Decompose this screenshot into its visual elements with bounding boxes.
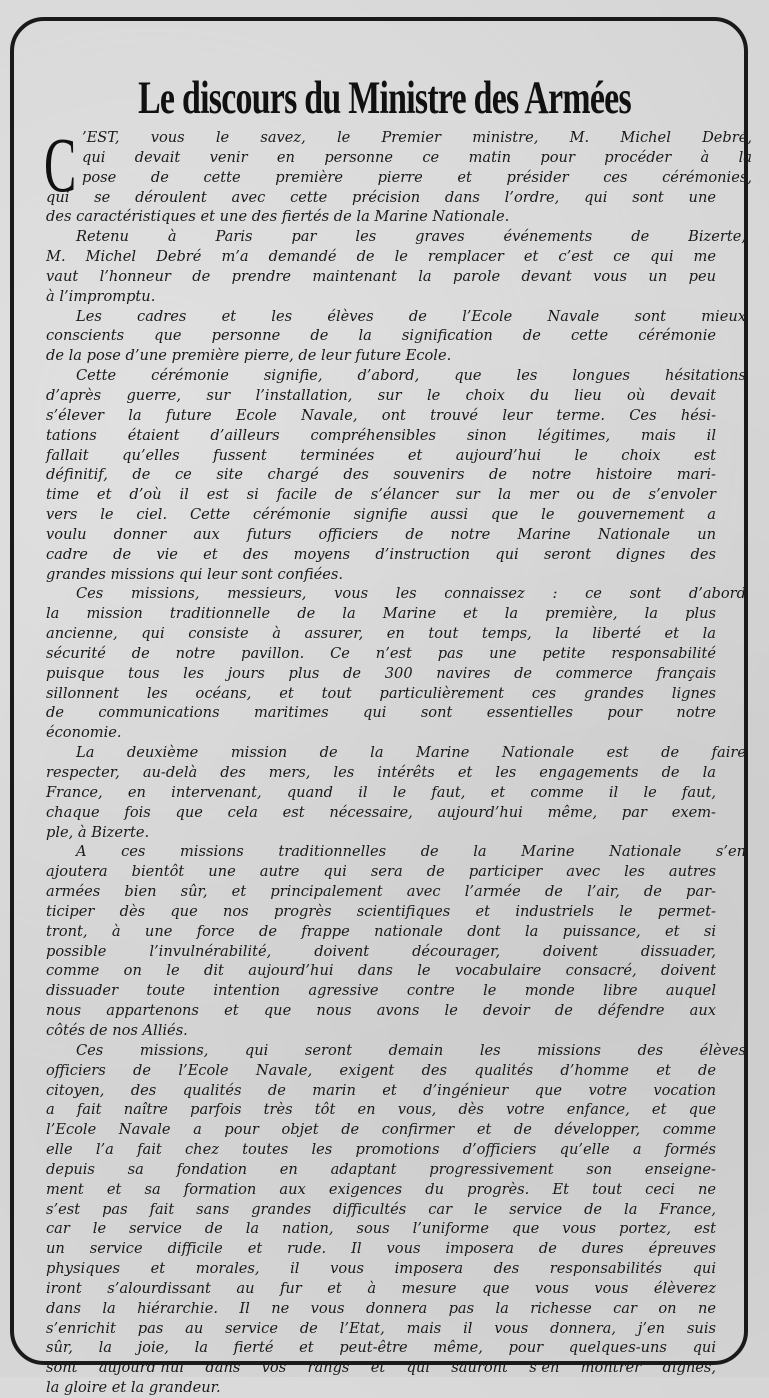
article-line: d’après guerre, sur l’installation, sur le choix du lieu où devait bbox=[46, 386, 716, 404]
article-line: tations étaient d’ailleurs compréhensibles sinon légitimes, mais il bbox=[46, 426, 716, 444]
article-line: des caractéristiques et une des fiertés de la Marine Nationale. bbox=[46, 208, 510, 226]
article-line: nous appartenons et que nous avons le devoir de défendre aux bbox=[46, 1002, 716, 1020]
article-line: dissuader toute intention agressive contre le monde libre auquel bbox=[46, 982, 716, 1000]
article-line: armées bien sûr, et principalement avec l’armée de l’air, de par- bbox=[46, 883, 716, 901]
article-body bbox=[44, 121, 752, 1398]
article-paragraph bbox=[46, 307, 746, 367]
article-line: officiers de l’Ecole Navale, exigent des qualités d’homme et de bbox=[46, 1061, 716, 1079]
article-line: s’élever la future Ecole Navale, ont trouvé leur terme. Ces hési- bbox=[46, 406, 716, 424]
article-line: la mission traditionnelle de la Marine et la première, la plus bbox=[46, 605, 716, 623]
article-line: France, en intervenant, quand il le faut, et comme il le faut, bbox=[46, 783, 716, 801]
article-line: s’enrichit pas au service de l’Etat, mais il vous donnera, j’en suis bbox=[46, 1319, 716, 1337]
article-paragraph bbox=[46, 842, 746, 1040]
article-line: l’Ecole Navale a pour objet de confirmer et de développer, comme bbox=[46, 1121, 716, 1139]
article-title: Le discours du Ministre des Armées bbox=[138, 72, 631, 125]
article-line: M. Michel Debré m’a demandé de le remplacer et c’est ce qui me bbox=[46, 248, 716, 266]
article-line: un service difficile et rude. Il vous imposera de dures épreuves bbox=[46, 1240, 716, 1258]
article-line: Retenu à Paris par les graves événements de Bizerte, bbox=[76, 228, 746, 246]
article-paragraph bbox=[44, 121, 752, 227]
article-line: pose de cette première pierre et présider ces cérémonies, bbox=[82, 168, 752, 186]
article-line: puisque tous les jours plus de 300 navires de commerce français bbox=[46, 664, 716, 682]
article-line: fallait qu’elles fussent terminées et aujourd’hui le choix est bbox=[46, 446, 716, 464]
article-line: de communications maritimes qui sont essentielles pour notre bbox=[46, 704, 716, 722]
article-line: qui se déroulent avec cette précision dans l’ordre, qui sont une bbox=[46, 188, 716, 206]
article-line: depuis sa fondation en adaptant progressivement son enseigne- bbox=[46, 1160, 716, 1178]
article-line: chaque fois que cela est nécessaire, aujourd’hui même, par exem- bbox=[46, 803, 716, 821]
article-line: time et d’où il est si facile de s’élancer sur la mer ou de s’envoler bbox=[46, 486, 716, 504]
article-paragraph bbox=[46, 1041, 746, 1398]
article-line: grandes missions qui leur sont confiées. bbox=[46, 565, 344, 583]
article-line: à l’impromptu. bbox=[46, 287, 156, 305]
article-paragraph bbox=[46, 366, 746, 584]
article-line: côtés de nos Alliés. bbox=[46, 1021, 188, 1039]
article-line: sillonnent les océans, et tout particulièrement ces grandes lignes bbox=[46, 684, 716, 702]
article-line: qui devait venir en personne ce matin pour procéder à la bbox=[82, 148, 752, 166]
article-line: possible l’invulnérabilité, doivent décourager, doivent dissuader, bbox=[46, 942, 716, 960]
article-line: a fait naître parfois très tôt en vous, dès votre enfance, et que bbox=[46, 1101, 716, 1119]
article-line: ple, à Bizerte. bbox=[46, 823, 150, 841]
article-line: ticiper dès que nos progrès scientifiques et industriels le permet- bbox=[46, 902, 716, 920]
article-line: définitif, de ce site chargé des souvenirs de notre histoire mari- bbox=[46, 466, 716, 484]
article-line: vaut l’honneur de prendre maintenant la parole devant vous un peu bbox=[46, 267, 716, 285]
article-line: cadre de vie et des moyens d’instruction qui seront dignes des bbox=[46, 545, 716, 563]
article-line: ment et sa formation aux exigences du progrès. Et tout ceci ne bbox=[46, 1180, 716, 1198]
article-line: respecter, au-delà des mers, les intérêts et les engagements de la bbox=[46, 764, 716, 781]
article-line: conscients que personne de la signification de cette cérémonie bbox=[46, 327, 716, 345]
article-line: comme on le dit aujourd’hui dans le vocabulaire consacré, doivent bbox=[46, 962, 716, 980]
article-line: ’EST, vous le savez, le Premier ministre, M. Michel Debré, bbox=[82, 129, 752, 146]
article-line: la gloire et la grandeur. bbox=[46, 1379, 221, 1397]
article-line: sûr, la joie, la fierté et peut-être même, pour quelques-uns qui bbox=[46, 1339, 716, 1357]
article-paragraph bbox=[46, 584, 746, 743]
article-line: Ces missions, messieurs, vous les connaissez : ce sont d’abord bbox=[76, 585, 746, 603]
article-line: sont aujourd’hui dans vos rangs et qui sauront s’en montrer dignes, bbox=[46, 1359, 716, 1377]
article-line: s’est pas fait sans grandes difficultés car le service de la France, bbox=[46, 1200, 716, 1218]
article-line: Cette cérémonie signifie, d’abord, que les longues hésitations bbox=[76, 367, 746, 385]
article-line: ancienne, qui consiste à assurer, en tout temps, la liberté et la bbox=[46, 625, 716, 643]
article-line: elle l’a fait chez toutes les promotions d’officiers qu’elle a formés bbox=[46, 1141, 716, 1159]
article-line: économie. bbox=[46, 724, 122, 742]
article-line: iront s’alourdissant au fur et à mesure que vous vous élèverez bbox=[46, 1279, 716, 1297]
article-line: physiques et morales, il vous imposera des responsabilités qui bbox=[46, 1260, 716, 1278]
article-line: vers le ciel. Cette cérémonie signifie aussi que le gouvernement a bbox=[46, 506, 716, 524]
article-line: de la pose d’une première pierre, de leur future Ecole. bbox=[46, 347, 452, 365]
article-paragraph bbox=[46, 227, 746, 306]
article-line: car le service de la nation, sous l’uniforme que vous portez, est bbox=[46, 1220, 716, 1238]
article-line: A ces missions traditionnelles de la Marine Nationale s’en bbox=[76, 843, 746, 861]
article-line: ajoutera bientôt une autre qui sera de participer avec les autres bbox=[46, 863, 716, 881]
article-line: Ces missions, qui seront demain les missions des élèves bbox=[76, 1041, 746, 1059]
article-line: tront, à une force de frappe nationale dont la puissance, et si bbox=[46, 922, 716, 940]
article-paragraph bbox=[46, 743, 746, 842]
article-line: sécurité de notre pavillon. Ce n’est pas une petite responsabilité bbox=[46, 644, 716, 662]
article-line: Les cadres et les élèves de l’Ecole Navale sont mieux bbox=[76, 307, 746, 325]
article-line: voulu donner aux futurs officiers de notre Marine Nationale un bbox=[46, 525, 716, 543]
article-line: La deuxième mission de la Marine Nationale est de faire bbox=[76, 744, 746, 762]
article-line: citoyen, des qualités de marin et d’ingénieur que votre vocation bbox=[46, 1081, 716, 1099]
article-line: dans la hiérarchie. Il ne vous donnera pas la richesse car on ne bbox=[46, 1299, 716, 1317]
drop-cap: C bbox=[44, 121, 77, 208]
